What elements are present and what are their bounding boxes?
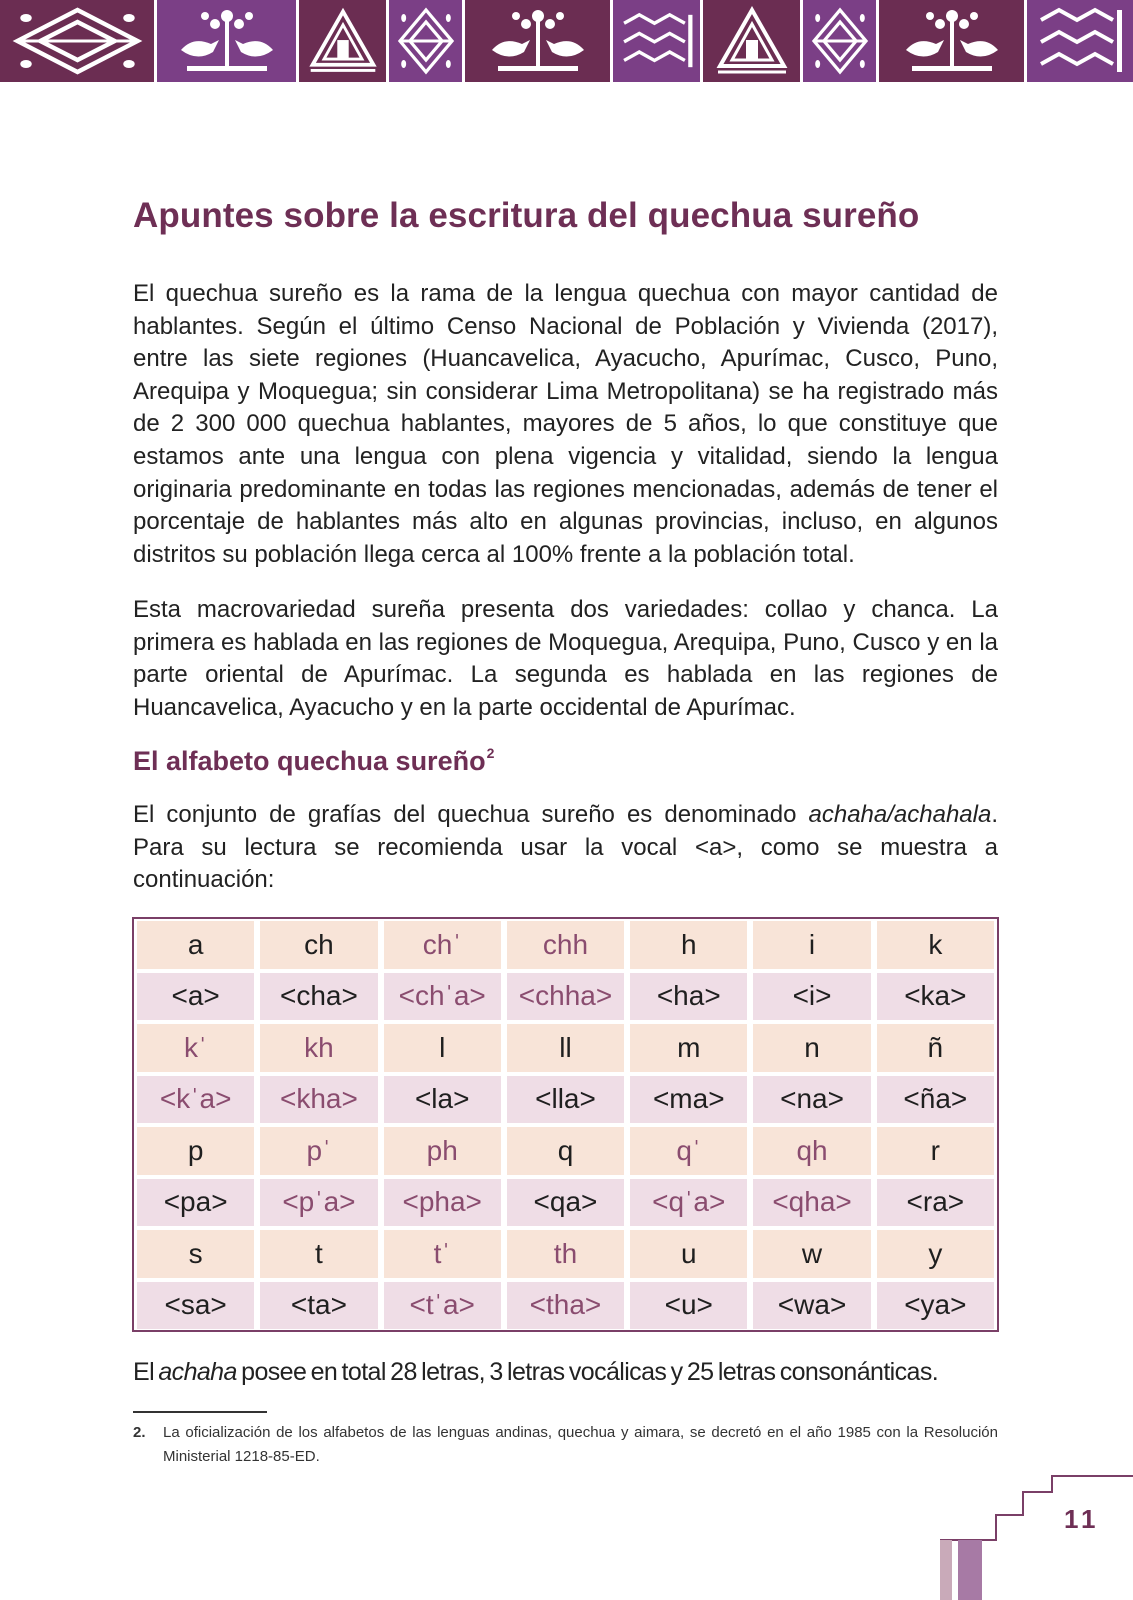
alphabet-pronunciation-cell: <u>	[630, 1282, 747, 1330]
alphabet-pronunciation-cell: <wa>	[753, 1282, 870, 1330]
alphabet-pronunciation-cell: <ña>	[877, 1076, 994, 1124]
alphabet-letter-cell: p	[137, 1127, 254, 1175]
alphabet-letter-cell: w	[753, 1230, 870, 1278]
alphabet-letter-cell: a	[137, 921, 254, 969]
alphabet-letter-row	[134, 1022, 997, 1074]
diamond-motif	[803, 0, 879, 82]
arch-motif	[299, 0, 389, 82]
alphabet-letter-cell: qˈ	[630, 1127, 747, 1175]
alphabet-letter-cell: chh	[507, 921, 624, 969]
alphabet-letter-cell: h	[630, 921, 747, 969]
alphabet-pronunciation-cell: <ma>	[630, 1076, 747, 1124]
section-title-text: El alfabeto quechua sureño	[133, 746, 486, 776]
alphabet-summary	[133, 1358, 998, 1387]
summary-text-start: El	[133, 1358, 159, 1386]
alphabet-pronunciation-cell: <pˈa>	[260, 1179, 377, 1227]
alphabet-pronunciation-cell: <pa>	[137, 1179, 254, 1227]
summary-italic-term: achaha	[158, 1358, 237, 1386]
varieties-paragraph: Esta macrovariedad sureña presenta dos variedades: collao y chanca. La primera es hablada en las regiones de Moquegua, Arequipa, Puno, Cusco y en la parte oriental de Apurímac. La segunda es hablada en las regiones de Huancavelica, Ayacucho y en la parte occidental de Apurímac.	[133, 596, 998, 721]
zigzag-motif	[613, 0, 703, 82]
alphabet-pronunciation-cell: <qha>	[753, 1179, 870, 1227]
page-corner-decoration	[940, 1470, 1133, 1600]
alphabet-pronunciation-cell: <ya>	[877, 1282, 994, 1330]
alphabet-pronunciation-cell: <kha>	[260, 1076, 377, 1124]
alphabet-letter-cell: y	[877, 1230, 994, 1278]
alphabet-pronunciation-cell: <ta>	[260, 1282, 377, 1330]
alphabet-pronunciation-cell: <chˈa>	[384, 973, 501, 1021]
alphabet-letter-cell: r	[877, 1127, 994, 1175]
alphabet-letter-cell: l	[384, 1024, 501, 1072]
alphabet-table	[132, 917, 999, 1332]
footnote-text: La oficialización de los alfabetos de las lenguas andinas, quechua y aimara, se decretó en el año 1985 con la Resolución Ministerial 1218-85-ED.	[163, 1424, 998, 1465]
alphabet-pronunciation-cell: <cha>	[260, 973, 377, 1021]
alphabet-letter-cell: tˈ	[384, 1230, 501, 1278]
alphabet-pronunciation-row	[134, 971, 997, 1023]
alphabet-letter-cell: i	[753, 921, 870, 969]
intro-paragraph: El quechua sureño es la rama de la lengua quechua con mayor cantidad de hablantes. Según el último Censo Nacional de Población y Vivienda (2017), entre las siete regiones (Huancavelica, Ayacucho, Apurímac, Cusco, Puno, Arequipa y Moquegua; sin considerar Lima Metropolitana) se ha registrado más de 2 300 000 quechua hablantes, mayores de 5 años, lo que constituye que estamos ante una lengua con plena vigencia y vitalidad, siendo la lengua originaria predominante en todas las regiones mencionadas, además de tener el porcentaje de hablantes más alto en algunas provincias, incluso, en algunos distritos su población llega cerca al 100% frente a la población total.	[133, 280, 998, 568]
alphabet-pronunciation-cell: <na>	[753, 1076, 870, 1124]
alphabet-pronunciation-row	[134, 1280, 997, 1332]
summary-text-end: posee en total 28 letras, 3 letras vocálicas y 25 letras consonánticas.	[236, 1358, 939, 1386]
alphabet-letter-cell: q	[507, 1127, 624, 1175]
bird-tree-motif	[465, 0, 613, 82]
diamond-motif	[389, 0, 465, 82]
alphabet-pronunciation-cell: <a>	[137, 973, 254, 1021]
alphabet-letter-row	[134, 919, 997, 971]
alphabet-letter-cell: kh	[260, 1024, 377, 1072]
alphabet-letter-cell: kˈ	[137, 1024, 254, 1072]
zigzag-motif	[1027, 0, 1133, 82]
alphabet-letter-cell: ph	[384, 1127, 501, 1175]
alphabet-letter-cell: th	[507, 1230, 624, 1278]
page-number: 11	[1064, 1504, 1100, 1534]
alphabet-letter-cell: qh	[753, 1127, 870, 1175]
alphabet-pronunciation-cell: <sa>	[137, 1282, 254, 1330]
section-title	[133, 745, 494, 777]
alphabet-pronunciation-cell: <lla>	[507, 1076, 624, 1124]
alphabet-intro-text-end: . Para su lectura se recomienda usar la vocal <a>, como se muestra a continuación:	[133, 801, 998, 894]
footnote	[133, 1421, 998, 1469]
alphabet-intro-text-start: El conjunto de grafías del quechua sureño es denominado	[133, 801, 809, 828]
alphabet-letter-cell: k	[877, 921, 994, 969]
alphabet-letter-cell: ch	[260, 921, 377, 969]
alphabet-pronunciation-cell: <ha>	[630, 973, 747, 1021]
alphabet-pronunciation-cell: <qa>	[507, 1179, 624, 1227]
alphabet-letter-cell: u	[630, 1230, 747, 1278]
arch-motif	[703, 0, 803, 82]
alphabet-pronunciation-cell: <la>	[384, 1076, 501, 1124]
alphabet-pronunciation-cell: <tha>	[507, 1282, 624, 1330]
diamond-motif	[0, 0, 157, 82]
alphabet-pronunciation-cell: <ka>	[877, 973, 994, 1021]
bird-tree-motif	[879, 0, 1027, 82]
alphabet-intro-paragraph	[133, 799, 998, 897]
alphabet-letter-cell: ñ	[877, 1024, 994, 1072]
bird-tree-motif	[157, 0, 299, 82]
alphabet-letter-cell: n	[753, 1024, 870, 1072]
alphabet-pronunciation-row	[134, 1177, 997, 1229]
alphabet-pronunciation-cell: <chha>	[507, 973, 624, 1021]
alphabet-pronunciation-cell: <tˈa>	[384, 1282, 501, 1330]
alphabet-pronunciation-row	[134, 1074, 997, 1126]
footnote-reference: 2	[486, 745, 495, 761]
page-title: Apuntes sobre la escritura del quechua sureño	[133, 196, 920, 235]
alphabet-letter-row	[134, 1125, 997, 1177]
alphabet-pronunciation-cell: <i>	[753, 973, 870, 1021]
header-pattern-band	[0, 0, 1133, 82]
alphabet-letter-cell: chˈ	[384, 921, 501, 969]
footnote-divider	[133, 1411, 267, 1413]
alphabet-pronunciation-cell: <pha>	[384, 1179, 501, 1227]
footnote-number: 2.	[133, 1424, 146, 1441]
alphabet-letter-cell: m	[630, 1024, 747, 1072]
alphabet-letter-cell: ll	[507, 1024, 624, 1072]
alphabet-letter-cell: s	[137, 1230, 254, 1278]
alphabet-letter-cell: pˈ	[260, 1127, 377, 1175]
alphabet-letter-row	[134, 1228, 997, 1280]
alphabet-pronunciation-cell: <qˈa>	[630, 1179, 747, 1227]
alphabet-letter-cell: t	[260, 1230, 377, 1278]
alphabet-name-italic: achaha/achahala	[808, 801, 992, 828]
alphabet-pronunciation-cell: <kˈa>	[137, 1076, 254, 1124]
alphabet-pronunciation-cell: <ra>	[877, 1179, 994, 1227]
